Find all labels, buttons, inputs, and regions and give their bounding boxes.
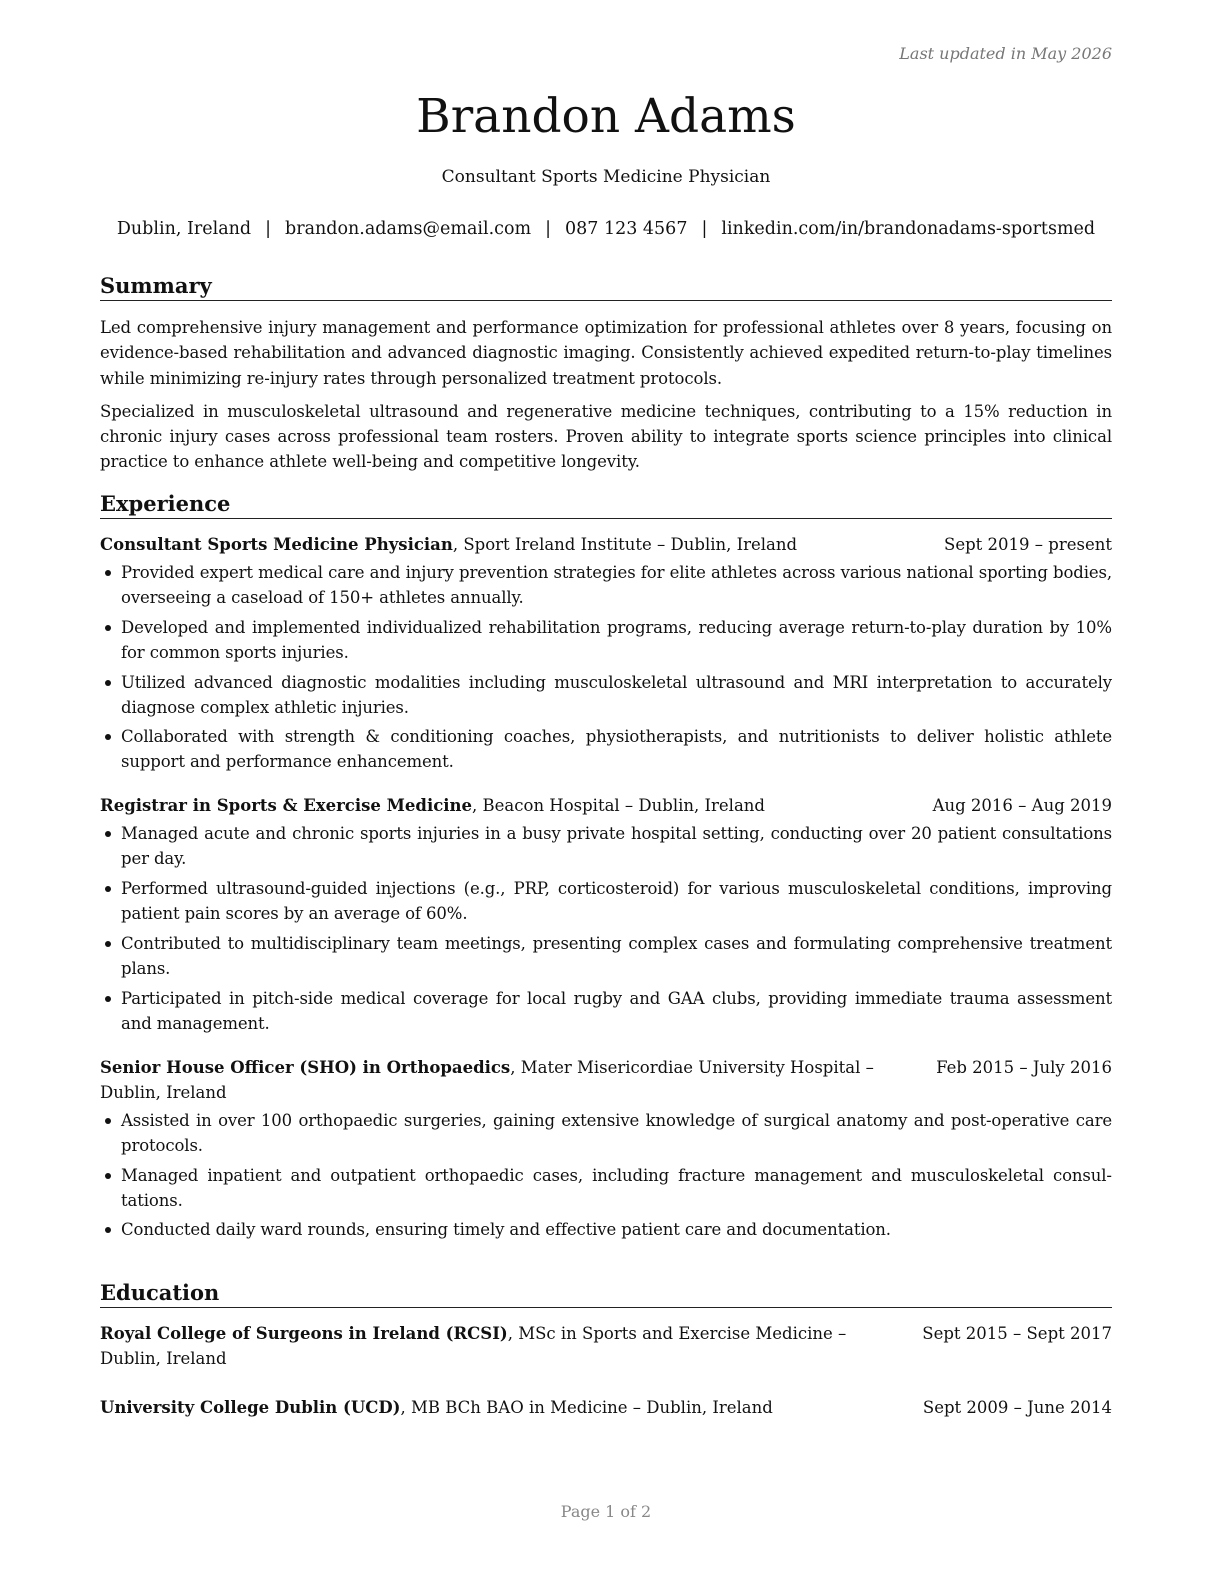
- page-number: Page 1 of 2: [560, 1502, 652, 1521]
- resume-page: [100, 0, 1112, 1584]
- job-header: [100, 793, 1112, 818]
- job-bullet: Collaborated with strength & conditioning coaches, physiotherapists, and nutritionists to deliver holistic athlete support and performance enhancement.: [100, 724, 1112, 774]
- education-school: Royal College of Surgeons in Ireland (RCSI): [100, 1324, 508, 1343]
- job-entry: [100, 1055, 1112, 1243]
- education-header: [100, 1395, 1112, 1420]
- education-header: [100, 1321, 1112, 1371]
- job-bullet: Contributed to multidisciplinary team meetings, presenting complex cases and formulating comprehensive treatment plans.: [100, 931, 1112, 981]
- job-bullet: Managed acute and chronic sports injuries in a busy private hospital setting, conducting over 20 patient consultations per day.: [100, 821, 1112, 871]
- education-dates: Sept 2009 – June 2014: [922, 1398, 1112, 1417]
- job-header: [100, 1055, 1112, 1105]
- job-bullet: Assisted in over 100 orthopaedic surgeries, gaining extensive knowledge of surgical anatomy and post-operative care protocols.: [100, 1108, 1112, 1158]
- section-title-experience: Experience: [100, 490, 1112, 519]
- candidate-headline: Consultant Sports Medicine Physician: [441, 167, 771, 187]
- job-bullet: Performed ultrasound-guided injections (e.g., PRP, corticosteroid) for various musculoskeletal conditions, improving patient pain scores by an average of 60%.: [100, 876, 1112, 926]
- job-dates: Aug 2016 – Aug 2019: [932, 796, 1112, 816]
- education-entry: [100, 1395, 1112, 1420]
- job-bullet: Conducted daily ward rounds, ensuring timely and effective patient care and documentation.: [100, 1217, 1112, 1242]
- education-detail: , MSc in Sports and Exercise Medicine – Dublin, Ireland: [100, 1324, 847, 1368]
- education-detail: , MB BCh BAO in Medicine – Dublin, Ireland: [400, 1398, 773, 1417]
- section-title-education: Education: [100, 1279, 1112, 1308]
- education-section: [100, 1279, 1112, 1420]
- last-updated: Last updated in May 2026: [899, 44, 1112, 63]
- job-bullets: [100, 560, 1112, 774]
- job-bullet: Provided expert medical care and injury prevention strategies for elite athletes across various national sporting bodies, overseeing a caseload of 150+ athletes annually.: [100, 560, 1112, 610]
- job-role: Registrar in Sports & Exercise Medicine: [100, 796, 473, 816]
- contact-email[interactable]: brandon.adams@email.com: [285, 219, 532, 239]
- job-bullet: Utilized advanced diagnostic modalities including musculoskeletal ultrasound and MRI interpretation to accurately diagnose complex athletic injuries.: [100, 670, 1112, 720]
- job-dates: Feb 2015 – July 2016: [936, 1057, 1112, 1077]
- summary-paragraph: Specialized in musculoskeletal ultrasound and regenerative medicine techniques, contributing to a 15% reduction in chronic injury cases across professional team rosters. Proven ability to integrate sports science principles into clinical practice to enhance athlete well-being and competitive longevity.: [100, 401, 1112, 472]
- job-org: , Beacon Hospital – Dublin, Ireland: [472, 796, 765, 816]
- contact-separator: |: [545, 219, 551, 239]
- job-dates: Sept 2019 – present: [944, 535, 1112, 554]
- job-bullet: Managed inpatient and outpatient orthopaedic cases, including fracture management and musculoskeletal consultations.: [100, 1163, 1112, 1213]
- contact-phone: 087 123 4567: [564, 219, 688, 239]
- contact-linkedin[interactable]: linkedin.com/in/brandonadams-sportsmed: [721, 219, 1096, 239]
- education-entry: [100, 1321, 1112, 1371]
- contact-line: [100, 219, 1112, 239]
- job-header: [100, 532, 1112, 557]
- job-role: Senior House Officer (SHO) in Orthopaedics: [100, 1057, 511, 1077]
- job-entry: [100, 793, 1112, 1035]
- contact-location: Dublin, Ireland: [116, 219, 252, 239]
- job-org: , Sport Ireland Institute – Dublin, Ireland: [452, 535, 798, 554]
- job-entry: [100, 532, 1112, 774]
- summary-paragraph: Led comprehensive injury management and performance optimization for professional athletes over 8 years, focusing on evidence-based rehabilitation and advanced diagnostic imaging. Consistently achieved expedited return-to-play timelines while minimizing re-injury rates through personalized treatment protocols.: [100, 318, 1112, 388]
- education-dates: Sept 2015 – Sept 2017: [922, 1324, 1112, 1343]
- job-org: , Mater Misericordiae University Hospital – Dublin, Ireland: [100, 1057, 874, 1102]
- job-bullet: Developed and implemented individualized rehabilitation programs, reducing average return-to-play duration by 10% for common sports injuries.: [100, 615, 1112, 665]
- section-title-summary: Summary: [100, 272, 1112, 301]
- job-bullets: [100, 821, 1112, 1035]
- candidate-name: Brandon Adams: [416, 89, 796, 144]
- contact-separator: |: [265, 219, 272, 239]
- contact-separator: |: [701, 219, 708, 239]
- job-bullet: Participated in pitch-side medical coverage for local rugby and GAA clubs, providing immediate trauma assessment and management.: [100, 986, 1112, 1036]
- experience-section: [100, 490, 1112, 1247]
- summary-section: [100, 272, 1112, 475]
- job-role: Consultant Sports Medicine Physician: [100, 535, 453, 554]
- education-school: University College Dublin (UCD): [100, 1398, 401, 1417]
- job-bullets: [100, 1108, 1112, 1243]
